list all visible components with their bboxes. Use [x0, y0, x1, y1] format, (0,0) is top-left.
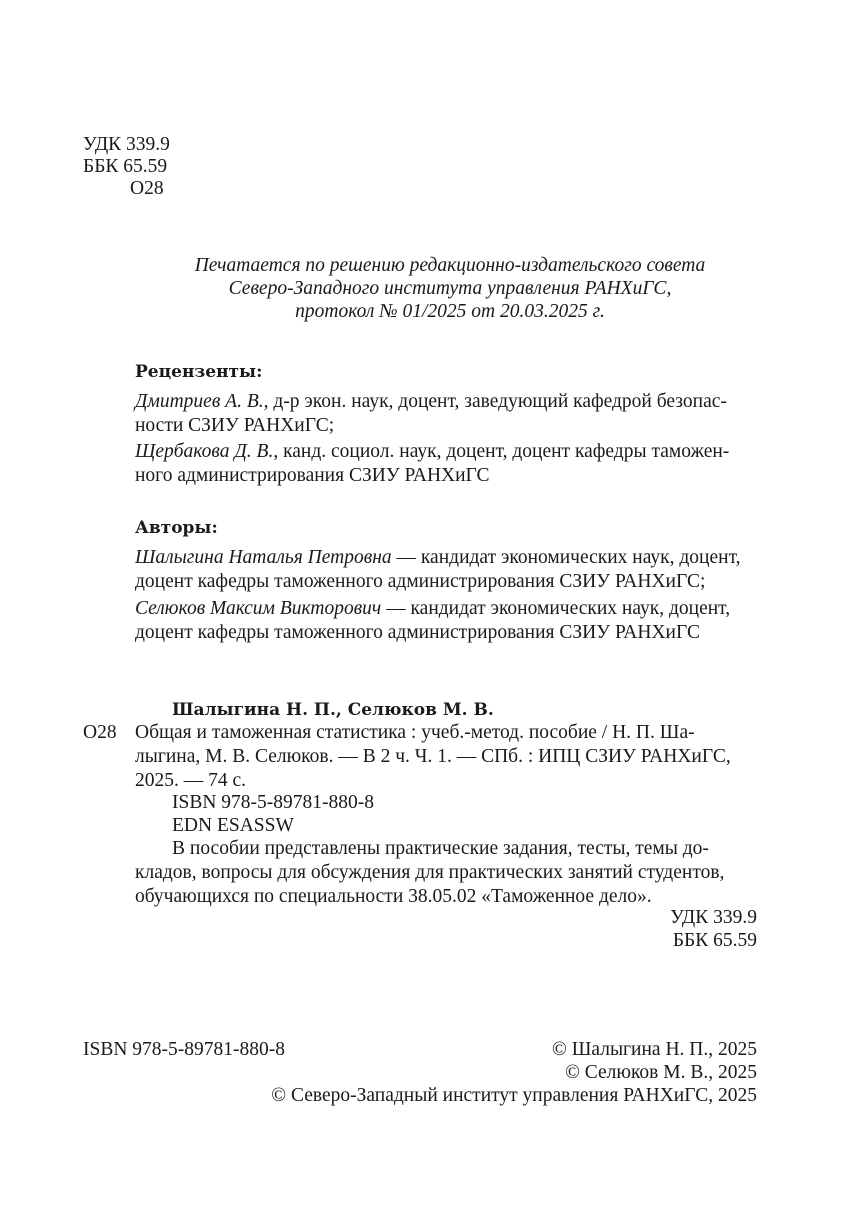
bibliography-mark: О28 [83, 722, 117, 743]
author-1-line-2: доцент кафедры таможенного администрирования СЗИУ РАНХиГС; [135, 571, 706, 592]
reviewer-2 [135, 440, 757, 488]
bibliography-annotation-line-1: В пособии представлены практические задания, тесты, темы до- [172, 838, 709, 859]
author-1-name: Шалыгина Наталья Петровна [135, 547, 392, 568]
bibliography-bbk: ББК 65.59 [672, 930, 757, 951]
reviewer-1-line-1: Дмитриев А. В., д-р экон. наук, доцент, заведующий кафедрой безопас- [135, 391, 727, 412]
reviewer-2-line-1: Щербакова Д. В., канд. социол. наук, доцент, доцент кафедры таможен- [135, 441, 730, 462]
imprimatur-line-3: протокол № 01/2025 от 20.03.2025 г. [295, 301, 605, 322]
authors-heading: Авторы: [135, 518, 218, 538]
reviewer-2-line-2: ного администрирования СЗИУ РАНХиГС [135, 465, 490, 486]
bbk-code: ББК 65.59 [83, 156, 168, 177]
footer-copyright-3: © Северо-Западный институт управления РАНХиГС, 2025 [271, 1085, 757, 1106]
author-mark: О28 [130, 178, 164, 199]
bibliography-description-line-2: лыгина, М. В. Селюков. — В 2 ч. Ч. 1. — СПб. : ИПЦ СЗИУ РАНХиГС, [135, 746, 731, 767]
bibliography-udk: УДК 339.9 [670, 907, 757, 928]
bibliography-isbn: ISBN 978-5-89781-880-8 [172, 792, 375, 813]
bibliography-author-line: Шалыгина Н. П., Селюков М. В. [172, 700, 494, 720]
bibliography-annotation-line-3: обучающихся по специальности 38.05.02 «Таможенное дело». [135, 886, 652, 907]
author-1-line-1: Шалыгина Наталья Петровна — кандидат экономических наук, доцент, [135, 547, 741, 568]
footer-copyright-1: © Шалыгина Н. П., 2025 [552, 1039, 757, 1060]
reviewer-1 [135, 390, 757, 438]
bibliography-edn: EDN ESASSW [172, 815, 294, 836]
author-2-line-1: Селюков Максим Викторович — кандидат экономических наук, доцент, [135, 598, 731, 619]
author-2 [135, 597, 757, 645]
reviewers-heading: Рецензенты: [135, 362, 263, 382]
author-2-name: Селюков Максим Викторович [135, 598, 382, 619]
bibliography-description-line-3: 2025. — 74 с. [135, 770, 247, 791]
bibliography-annotation [135, 837, 757, 909]
bibliography-annotation-line-2: кладов, вопросы для обсуждения для практических занятий студентов, [135, 862, 725, 883]
imprimatur-line-1: Печатается по решению редакционно-издательского совета [194, 255, 706, 276]
reviewer-2-name: Щербакова Д. В. [135, 441, 274, 462]
udk-code: УДК 339.9 [83, 134, 170, 155]
imprimatur-line-2: Северо-Западного института управления РАНХиГС, [228, 278, 672, 299]
bibliography-description-line-1: Общая и таможенная статистика : учеб.-метод. пособие / Н. П. Ша- [135, 722, 695, 743]
bibliography-description [135, 721, 757, 793]
reviewer-1-name: Дмитриев А. В. [135, 391, 264, 412]
footer-isbn: ISBN 978-5-89781-880-8 [83, 1039, 286, 1060]
reviewer-1-line-2: ности СЗИУ РАНХиГС; [135, 415, 335, 436]
author-2-line-2: доцент кафедры таможенного администрирования СЗИУ РАНХиГС [135, 622, 700, 643]
footer-copyright-2: © Селюков М. В., 2025 [565, 1062, 757, 1083]
author-1 [135, 546, 757, 594]
